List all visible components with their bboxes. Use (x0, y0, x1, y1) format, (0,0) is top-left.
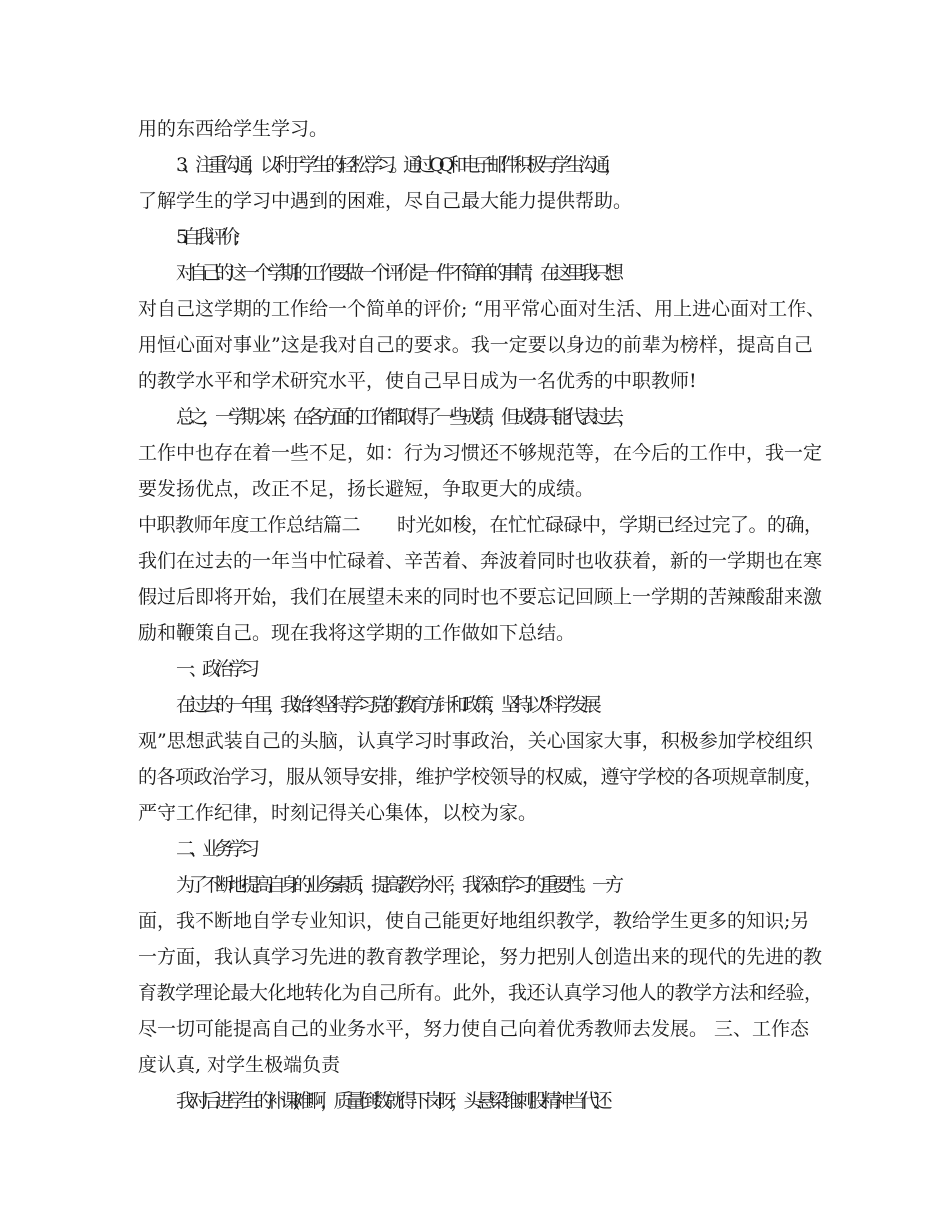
text-line: 要发扬优点，改正不足，扬长避短，争取更大的成绩。 (138, 478, 595, 500)
text-line: 一方面，我认真学习先进的教育教学理论，努力把别人创造出来的现代的先进的教 (138, 946, 823, 968)
text-line: 为了不断地提高自身的业务素质，提高教学水平，我深知学习的重要性。一方 (176, 874, 619, 896)
section-heading: 一、政治学习 (176, 658, 255, 680)
text-line: 用的东西给学生学习。 (138, 118, 329, 140)
text-line: 了解学生的学习中遇到的困难，尽自己最大能力提供帮助。 (138, 190, 633, 212)
text-line: 3、注重沟通，以利于学生的轻松学习。通过 QQ 和电子邮件积极与学生沟通， (176, 154, 618, 176)
text-line: 中职教师年度工作总结篇二 时光如梭，在忙忙碌碌中，学期已经过完了。的确， (138, 514, 823, 536)
text-line: 严守工作纪律，时刻记得关心集体，以校为家。 (138, 802, 538, 824)
text-line: 度认真, 对学生极端负责 (138, 1054, 341, 1076)
text-line: 观”思想武装自己的头脑，认真学习时事政治，关心国家大事，积极参加学校组织 (138, 730, 813, 752)
text-line: 用恒心面对事业”这是我对自己的要求。我一定要以身边的前辈为榜样，提高自己 (138, 334, 813, 356)
text-line: 育教学理论最大化地转化为自己所有。此外，我还认真学习他人的教学方法和经验， (138, 982, 823, 1004)
text-line: 的教学水平和学术研究水平，使自己早日成为一名优秀的中职教师! (138, 370, 697, 392)
text-line: 在过去的一年里，我始终坚持学习党的教育方针和政策，坚持以“科学发展 (176, 694, 596, 716)
text-line: 尽一切可能提高自己的业务水平，努力使自己向着优秀教师去发展。 三、工作态 (138, 1018, 810, 1040)
text-line: 工作中也存在着一些不足，如：行为习惯还不够规范等，在今后的工作中，我一定 (138, 442, 823, 464)
text-line: 的各项政治学习，服从领导安排，维护学校领导的权威，遵守学校的各项规章制度， (138, 766, 823, 788)
text-line: 面，我不断地自学专业知识，使自己能更好地组织教学，教给学生更多的知识;另 (138, 910, 810, 932)
section-heading: 二、业务学习 (176, 838, 255, 860)
text-line: 对自己的这一个学期的工作要做一个评价是一件不简单的事情，在这里我只想 (176, 262, 619, 284)
text-line: 我们在过去的一年当中忙碌着、辛苦着、奔波着同时也收获着，新的一学期也在寒 (138, 550, 823, 572)
text-line: 假过后即将开始，我们在展望未来的同时也不要忘记回顾上一学期的苦辣酸甜来激 (138, 586, 823, 608)
text-line: 对自己这学期的工作给一个简单的评价; “用平常心面对生活、用上进心面对工作、 (138, 298, 826, 320)
text-line: 我对后进学生的补课,(难啊，质量倒数就得下岗呀，头悬梁锥刺股精神当代还 (176, 1090, 607, 1112)
text-line: 总之，一学期以来，在各方面的工作都取得了一些成绩，但成绩只能代表过去， (176, 406, 632, 428)
text-line: 励和鞭策自己。现在我将这学期的工作做如下总结。 (138, 622, 576, 644)
section-heading: 5. 自我评价; (176, 226, 235, 248)
